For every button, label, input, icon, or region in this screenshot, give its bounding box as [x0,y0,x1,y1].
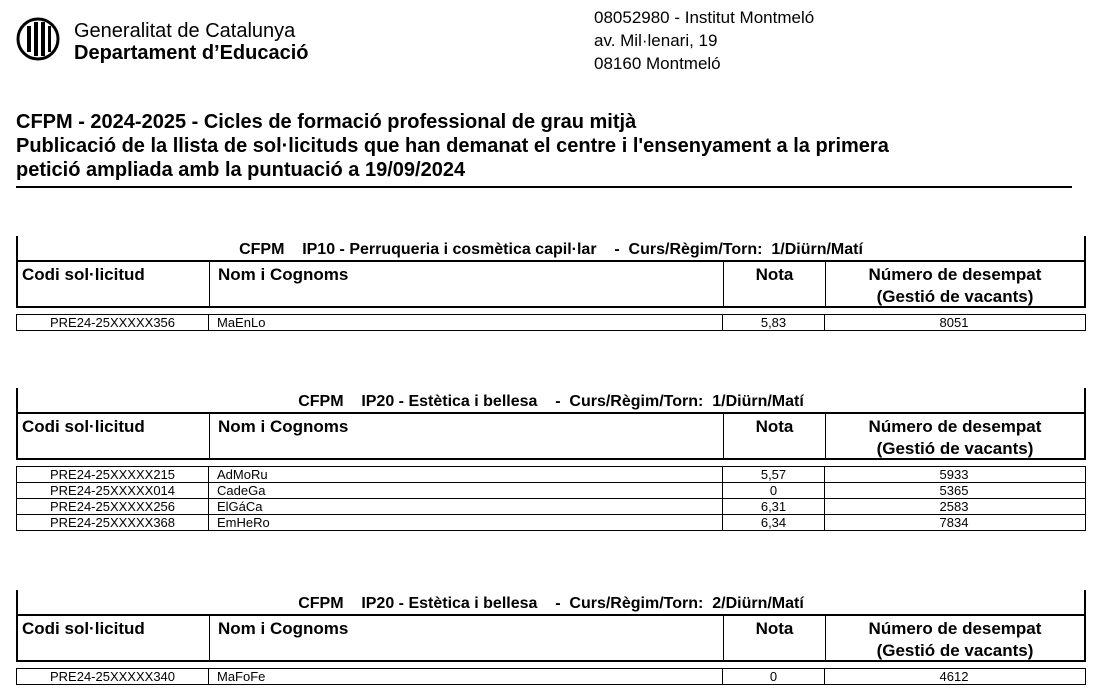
col-tiebreak: Número de desempat (Gestió de vacants) [868,417,1042,458]
cell-tiebreak: 7834 [939,515,969,530]
cell-tiebreak: 2583 [939,499,969,514]
table-row [17,467,1085,483]
cell-grade: 5,83 [723,315,825,330]
col-code: Codi sol·licitud [18,262,210,306]
cell-code: PRE24-25XXXXX356 [17,315,209,330]
cell-name: MaEnLo [209,315,723,330]
col-name: Nom i Cognoms [210,262,724,306]
cell-code: PRE24-25XXXXX340 [17,669,209,684]
table-row [17,669,1085,684]
table-ip10-1 [16,236,1086,331]
col-grade: Nota [724,616,826,660]
cell-name: AdMoRu [209,467,723,482]
school-name: 08052980 - Institut Montmeló [594,8,815,27]
department-name: Departament d’Educació [74,42,309,64]
title-rule [16,186,1072,188]
title-line-3: petició ampliada amb la puntuació a 19/09/2024 [16,159,466,181]
cell-name: MaFoFe [209,669,723,684]
cell-tiebreak: 5365 [939,483,969,498]
table-body [16,668,1086,685]
table-body [16,466,1086,531]
col-name: Nom i Cognoms [210,414,724,458]
cell-name: ElGáCa [209,499,723,514]
table-header [16,260,1086,308]
cell-name: CadeGa [209,483,723,498]
col-grade: Nota [724,262,826,306]
cell-grade: 6,34 [723,515,825,530]
table-title: CFPM IP20 - Estètica i bellesa - Curs/Règim/Torn: 1/Diürn/Matí [16,388,1086,412]
table-row [17,515,1085,530]
cell-grade: 0 [723,669,825,684]
org-name: Generalitat de Catalunya [74,20,296,42]
cell-grade: 0 [723,483,825,498]
table-title: CFPM IP20 - Estètica i bellesa - Curs/Règim/Torn: 2/Diürn/Matí [16,590,1086,614]
generalitat-logo [16,8,376,62]
school-address [594,6,814,75]
cell-tiebreak: 5933 [939,467,969,482]
cell-code: PRE24-25XXXXX215 [17,467,209,482]
cell-name: EmHeRo [209,515,723,530]
school-street: av. Mil·lenari, 19 [594,31,718,50]
col-name: Nom i Cognoms [210,616,724,660]
page-title [16,110,1076,182]
generalitat-emblem-icon [16,16,60,62]
cell-grade: 5,57 [723,467,825,482]
cell-code: PRE24-25XXXXX014 [17,483,209,498]
col-grade: Nota [724,414,826,458]
col-code: Codi sol·licitud [18,616,210,660]
cell-code: PRE24-25XXXXX256 [17,499,209,514]
table-row [17,315,1085,330]
table-header [16,412,1086,460]
col-tiebreak: Número de desempat (Gestió de vacants) [868,619,1042,660]
table-ip20-2 [16,590,1086,685]
cell-grade: 6,31 [723,499,825,514]
table-title: CFPM IP10 - Perruqueria i cosmètica capil·lar - Curs/Règim/Torn: 1/Diürn/Matí [16,236,1086,260]
title-line-1: CFPM - 2024-2025 - Cicles de formació professional de grau mitjà [16,111,637,133]
school-city: 08160 Montmeló [594,54,721,73]
table-ip20-1 [16,388,1086,531]
col-code: Codi sol·licitud [18,414,210,458]
cell-tiebreak: 4612 [939,669,969,684]
cell-tiebreak: 8051 [939,315,969,330]
table-row [17,499,1085,515]
col-tiebreak: Número de desempat (Gestió de vacants) [868,265,1042,306]
table-header [16,614,1086,662]
cell-code: PRE24-25XXXXX368 [17,515,209,530]
title-line-2: Publicació de la llista de sol·licituds que han demanat el centre i l'ensenyament a la primera [16,135,889,157]
table-row [17,483,1085,499]
table-body [16,314,1086,331]
